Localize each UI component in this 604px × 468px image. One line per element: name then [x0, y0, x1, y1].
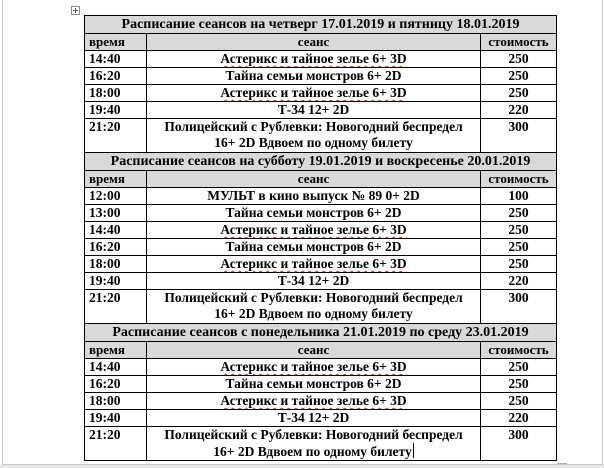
session-time: 16:20	[85, 68, 147, 85]
session-price: 250	[481, 256, 557, 273]
session-price: 220	[481, 410, 557, 427]
section-title: Расписание сеансов на четверг 17.01.2019 и пятницу 18.01.2019	[85, 16, 557, 34]
session-time: 19:40	[85, 102, 147, 119]
session-title: Тайна семьи монстров 6+ 2D	[147, 376, 481, 393]
resize-mark	[557, 463, 567, 464]
session-title: Полицейский с Рублевки: Новогодний беспредел 16+ 2D Вдвоем по одному билету	[147, 290, 481, 324]
session-title: Т-34 12+ 2D	[147, 102, 481, 119]
session-price: 300	[481, 290, 557, 324]
section-header	[85, 324, 557, 342]
table-row	[85, 68, 557, 85]
table-row	[85, 239, 557, 256]
session-time: 13:00	[85, 205, 147, 222]
header-price: стоимость	[481, 34, 557, 51]
session-title: Астерикс и тайное зелье 6+ 3D	[147, 393, 481, 410]
session-time: 16:20	[85, 239, 147, 256]
session-time: 21:20	[85, 427, 147, 461]
session-time: 19:40	[85, 410, 147, 427]
session-price: 250	[481, 85, 557, 102]
header-time: время	[85, 342, 147, 359]
session-price: 300	[481, 119, 557, 153]
session-title: Тайна семьи монстров 6+ 2D	[147, 239, 481, 256]
session-time: 19:40	[85, 273, 147, 290]
schedule-table	[84, 15, 557, 461]
table-row	[85, 273, 557, 290]
session-price: 250	[481, 222, 557, 239]
session-time: 14:40	[85, 51, 147, 68]
table-move-handle-icon[interactable]	[71, 6, 80, 15]
table-row	[85, 410, 557, 427]
session-time: 14:40	[85, 222, 147, 239]
session-price: 250	[481, 376, 557, 393]
session-price: 100	[481, 188, 557, 205]
session-price: 220	[481, 273, 557, 290]
session-title: Тайна семьи монстров 6+ 2D	[147, 205, 481, 222]
session-price: 250	[481, 359, 557, 376]
session-title: Астерикс и тайное зелье 6+ 3D	[147, 256, 481, 273]
header-price: стоимость	[481, 171, 557, 188]
session-price: 220	[481, 102, 557, 119]
session-price: 250	[481, 51, 557, 68]
table-row	[85, 188, 557, 205]
session-title: Астерикс и тайное зелье 6+ 3D	[147, 222, 481, 239]
session-title: Т-34 12+ 2D	[147, 410, 481, 427]
session-price: 250	[481, 239, 557, 256]
session-title: МУЛЬТ в кино выпуск № 89 0+ 2D	[147, 188, 481, 205]
session-time: 21:20	[85, 290, 147, 324]
table-row	[85, 427, 557, 461]
header-time: время	[85, 171, 147, 188]
section-header	[85, 153, 557, 171]
session-title: Астерикс и тайное зелье 6+ 3D	[147, 85, 481, 102]
section-title: Расписание сеансов с понедельника 21.01.2019 по среду 23.01.2019	[85, 324, 557, 342]
session-time: 18:00	[85, 393, 147, 410]
session-time: 16:20	[85, 376, 147, 393]
header-time: время	[85, 34, 147, 51]
table-row	[85, 393, 557, 410]
table-row	[85, 256, 557, 273]
table-row	[85, 290, 557, 324]
text-cursor	[413, 443, 414, 458]
session-time: 12:00	[85, 188, 147, 205]
column-header-row	[85, 34, 557, 51]
table-row	[85, 119, 557, 153]
session-title: Астерикс и тайное зелье 6+ 3D	[147, 359, 481, 376]
table-row	[85, 359, 557, 376]
table-row	[85, 85, 557, 102]
column-header-row	[85, 171, 557, 188]
column-header-row	[85, 342, 557, 359]
header-price: стоимость	[481, 342, 557, 359]
table-row	[85, 51, 557, 68]
header-title: сеанс	[147, 171, 481, 188]
section-title: Расписание сеансов на субботу 19.01.2019 и воскресенье 20.01.2019	[85, 153, 557, 171]
session-title: Тайна семьи монстров 6+ 2D	[147, 68, 481, 85]
session-title: Полицейский с Рублевки: Новогодний беспредел 16+ 2D Вдвоем по одному билету	[147, 427, 481, 461]
table-row	[85, 102, 557, 119]
session-time: 21:20	[85, 119, 147, 153]
session-time: 14:40	[85, 359, 147, 376]
table-row	[85, 205, 557, 222]
session-title: Т-34 12+ 2D	[147, 273, 481, 290]
session-price: 250	[481, 205, 557, 222]
header-title: сеанс	[147, 342, 481, 359]
table-row	[85, 222, 557, 239]
session-time: 18:00	[85, 256, 147, 273]
table-row	[85, 376, 557, 393]
session-title: Полицейский с Рублевки: Новогодний беспредел 16+ 2D Вдвоем по одному билету	[147, 119, 481, 153]
session-price: 250	[481, 68, 557, 85]
session-title: Астерикс и тайное зелье 6+ 3D	[147, 51, 481, 68]
header-title: сеанс	[147, 34, 481, 51]
session-time: 18:00	[85, 85, 147, 102]
session-price: 300	[481, 427, 557, 461]
section-header	[85, 16, 557, 34]
session-price: 250	[481, 393, 557, 410]
